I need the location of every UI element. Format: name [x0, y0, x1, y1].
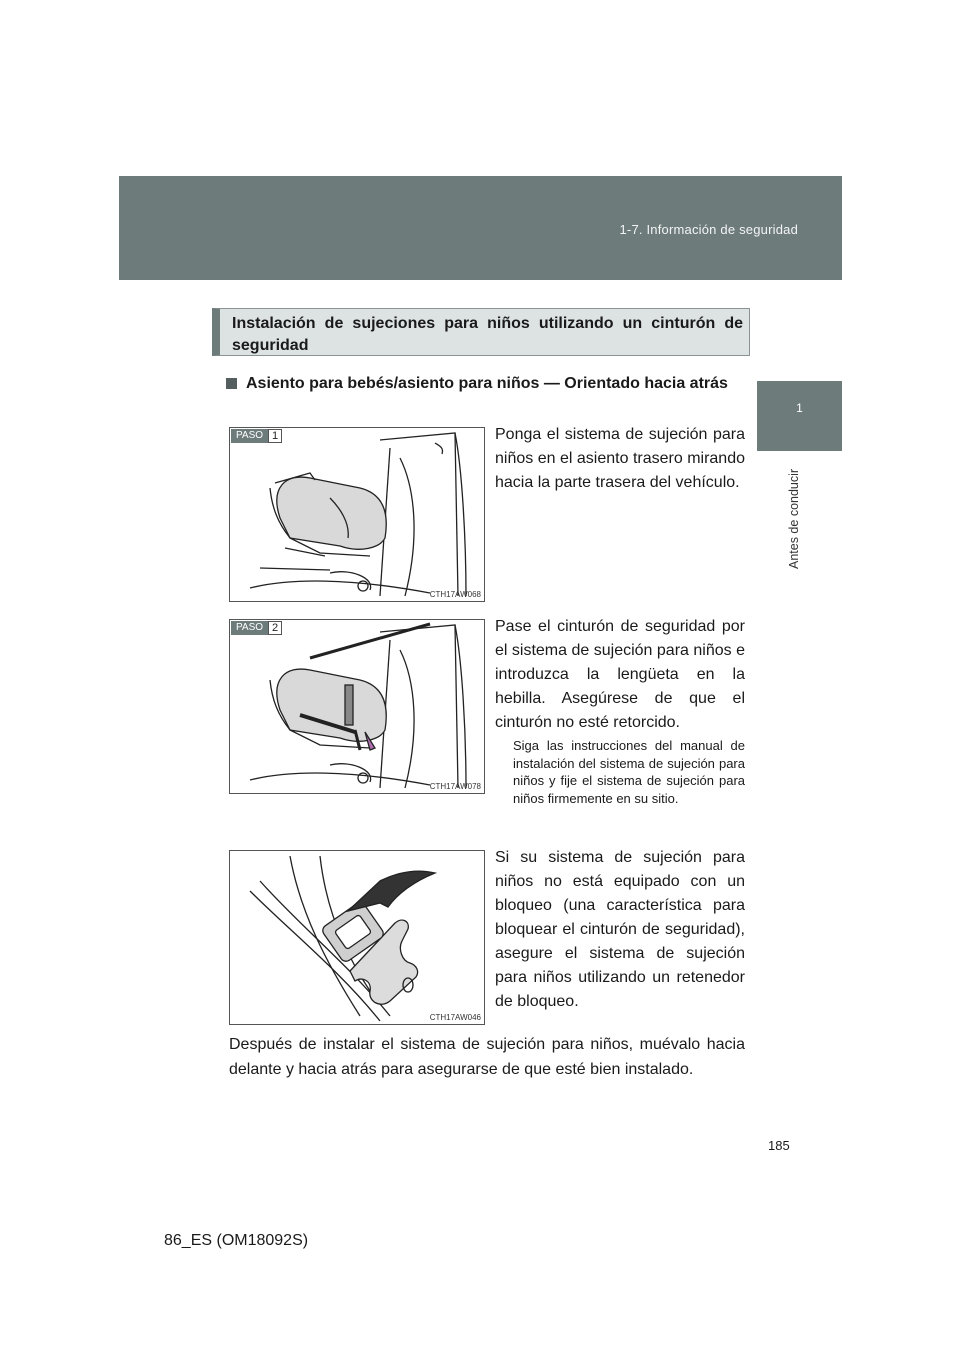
subheading-text: Asiento para bebés/asiento para niños — Orientado hacia atrás	[246, 375, 728, 392]
chapter-title: Antes de conducir	[787, 468, 801, 570]
step-1-number: 1	[268, 429, 282, 443]
page-number: 185	[768, 1138, 790, 1153]
header-band	[119, 176, 842, 280]
subheading	[226, 371, 746, 397]
step-2-badge	[231, 621, 282, 635]
step-2-number: 2	[268, 621, 282, 635]
step-2-note: Siga las instrucciones del manual de instalación del sistema de sujeción para niños y fije el sistema de sujeción para niños firmemente en su sitio.	[513, 738, 745, 806]
belt-routing-illustration	[230, 620, 484, 793]
step-1-label: PASO	[231, 429, 268, 443]
step-2-figure	[229, 619, 485, 794]
bullet-square-icon	[226, 378, 237, 389]
step-2-label: PASO	[231, 621, 268, 635]
locking-clip-illustration	[230, 851, 484, 1024]
step-1-text: Ponga el sistema de sujeción para niños en el asiento trasero mirando hacia la parte trasera del vehículo.	[495, 426, 745, 491]
section-title: 1-7. Información de seguridad	[619, 222, 798, 237]
document-code: 86_ES (OM18092S)	[164, 1232, 309, 1249]
locking-clip-figure	[229, 850, 485, 1025]
final-paragraph: Después de instalar el sistema de sujeción para niños, muévalo hacia delante y hacia atrás para asegurarse de que esté bien instalado.	[229, 1036, 745, 1078]
child-seat-placement-illustration	[230, 428, 484, 601]
step-1-figure-code: CTH17AW068	[429, 590, 481, 599]
section-heading: Instalación de sujeciones para niños utilizando un cinturón de seguridad	[212, 308, 750, 356]
chapter-number: 1	[796, 401, 803, 415]
locking-clip-figure-code: CTH17AW046	[429, 1013, 481, 1022]
locking-clip-text: Si su sistema de sujeción para niños no está equipado con un bloqueo (una característica para bloquear el cinturón de seguridad), asegure el sistema de sujeción para niños utilizando un retenedor de bloqueo.	[495, 849, 745, 1010]
chapter-tab[interactable]	[757, 381, 842, 451]
step-2-text: Pase el cinturón de seguridad por el sistema de sujeción para niños e introduzca la lengüeta en la hebilla. Asegúrese de que el cinturón no esté retorcido.	[495, 618, 745, 731]
step-1-badge	[231, 429, 282, 443]
chapter-label-strip	[757, 451, 842, 589]
step-1-figure	[229, 427, 485, 602]
step-2-figure-code: CTH17AW078	[429, 782, 481, 791]
